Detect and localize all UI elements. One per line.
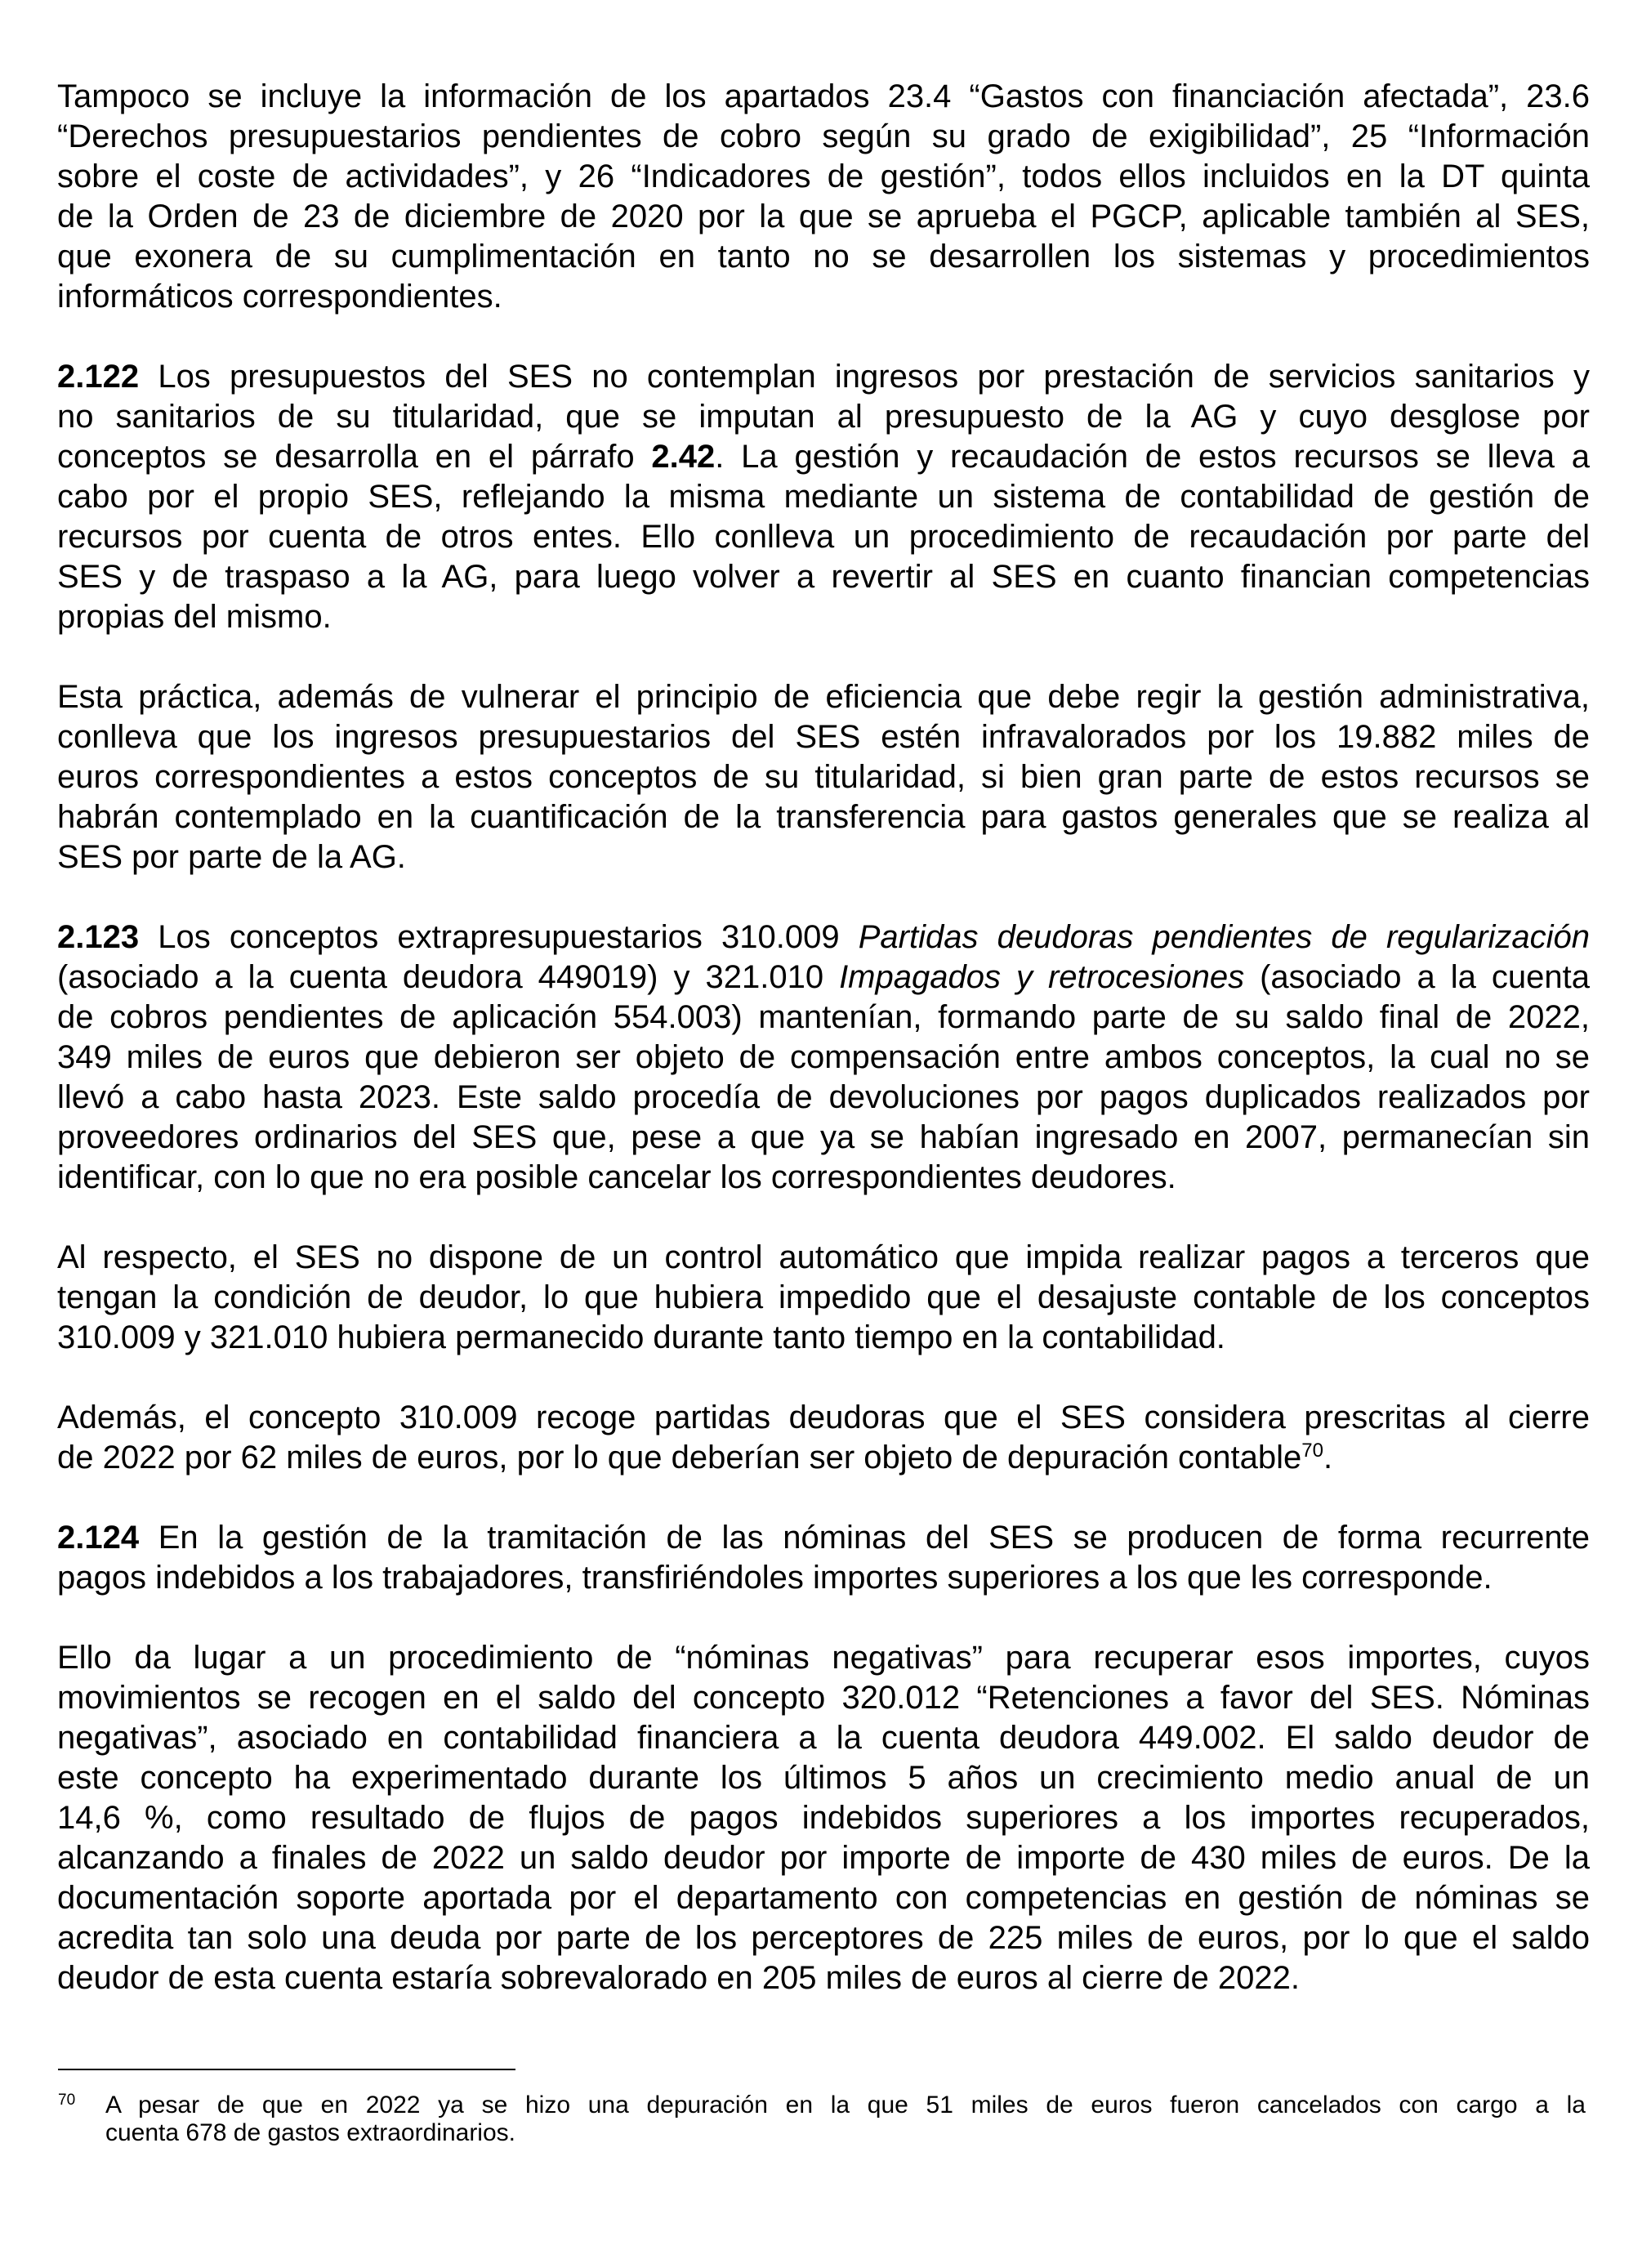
- paragraph: [57, 77, 1590, 317]
- text-segment: Al respecto, el SES no dispone de un control automático que impida realizar pagos a terceros que: [57, 1239, 1590, 1275]
- text-segment: 310.009 y 321.010 hubiera permanecido durante tanto tiempo en la contabilidad.: [57, 1319, 1225, 1355]
- text-line: [57, 1958, 1590, 1998]
- paragraph: [57, 1518, 1590, 1598]
- text-segment: alcanzando a finales de 2022 un saldo deudor por importe de importe de 430 miles de euros. De la: [57, 1840, 1590, 1876]
- text-line: [57, 197, 1590, 237]
- text-segment: SES por parte de la AG.: [57, 839, 406, 875]
- text-line: [57, 557, 1590, 597]
- text-segment: de la Orden de 23 de diciembre de 2020 por la que se aprueba el PGCP, aplicable también al SES,: [57, 199, 1590, 234]
- text-line: [57, 1918, 1590, 1958]
- text-line: [57, 717, 1590, 757]
- paragraph: [57, 1398, 1590, 1478]
- text-segment: tengan la condición de deudor, lo que hubiera impedido que el desajuste contable de los conceptos: [57, 1279, 1590, 1315]
- text-line: [57, 1718, 1590, 1758]
- text-segment: identificar, con lo que no era posible cancelar los correspondientes deudores.: [57, 1159, 1176, 1195]
- text-segment: cabo por el propio SES, reflejando la misma mediante un sistema de contabilidad de gestión de: [57, 479, 1590, 515]
- text-line: [57, 1878, 1590, 1918]
- text-segment: propias del mismo.: [57, 599, 332, 635]
- document-body: [57, 77, 1590, 2038]
- text-segment: Ello da lugar a un procedimiento de “nóminas negativas” para recuperar esos importes, cuyos: [57, 1640, 1590, 1676]
- text-segment: pagos indebidos a los trabajadores, transfiriéndoles importes superiores a los que les corresponde.: [57, 1560, 1493, 1596]
- footnote-number: 70: [58, 2092, 76, 2109]
- paragraph-number: 2.123: [57, 919, 140, 955]
- text-line: [57, 477, 1590, 517]
- text-segment: Tampoco se incluye la información de los apartados 23.4 “Gastos con financiación afectada”, 23.6: [57, 78, 1590, 114]
- text-line: [57, 597, 1590, 637]
- text-segment: SES y de traspaso a la AG, para luego volver a revertir al SES en cuanto financian competencias: [57, 559, 1590, 595]
- text-segment: recursos por cuenta de otros entes. Ello conlleva un procedimiento de recaudación por parte del: [57, 519, 1590, 555]
- text-segment: Además, el concepto 310.009 recoge partidas deudoras que el SES considera prescritas al cierre: [57, 1400, 1590, 1435]
- text-segment: llevó a cabo hasta 2023. Este saldo procedía de devoluciones por pagos duplicados realizados por: [57, 1079, 1590, 1115]
- text-line: [57, 1638, 1590, 1678]
- text-segment: de cobros pendientes de aplicación 554.003) mantenían, formando parte de su saldo final de 2022,: [57, 999, 1590, 1035]
- text-segment: sobre el coste de actividades”, y 26 “Indicadores de gestión”, todos ellos incluidos en la DT quinta: [57, 158, 1590, 194]
- footnote-text: [105, 2092, 1586, 2147]
- footnote-line: A pesar de que en 2022 ya se hizo una depuración en la que 51 miles de euros fueron cancelados con cargo a la: [105, 2092, 1586, 2118]
- text-segment: negativas”, asociado en contabilidad financiera a la cuenta deudora 449.002. El saldo deudor de: [57, 1720, 1590, 1756]
- text-segment: movimientos se recogen en el saldo del concepto 320.012 “Retenciones a favor del SES. Nóminas: [57, 1680, 1590, 1716]
- text-segment: Los presupuestos del SES no contemplan ingresos por prestación de servicios sanitarios y: [139, 359, 1590, 395]
- text-line: [57, 958, 1590, 998]
- text-segment: deudor de esta cuenta estaría sobrevalorado en 205 miles de euros al cierre de 2022.: [57, 1960, 1300, 1996]
- text-line: [57, 1758, 1590, 1798]
- text-line: [57, 1438, 1590, 1478]
- text-line: [57, 277, 1590, 317]
- text-segment: este concepto ha experimentado durante los últimos 5 años un crecimiento medio anual de un: [57, 1760, 1590, 1796]
- text-line: [57, 1118, 1590, 1158]
- text-segment: Esta práctica, además de vulnerar el principio de eficiencia que debe regir la gestión administrativa,: [57, 679, 1590, 715]
- paragraph: [57, 917, 1590, 1198]
- text-segment: acredita tan solo una deuda por parte de los perceptores de 225 miles de euros, por lo que el saldo: [57, 1920, 1590, 1956]
- text-line: [57, 357, 1590, 397]
- text-segment: proveedores ordinarios del SES que, pese a que ya se habían ingresado en 2007, permanecían sin: [57, 1119, 1590, 1155]
- text-line: [57, 1038, 1590, 1078]
- text-segment: que exonera de su cumplimentación en tanto no se desarrollen los sistemas y procedimientos: [57, 239, 1590, 275]
- italic-text: Impagados y retrocesiones: [839, 959, 1245, 995]
- text-segment: conlleva que los ingresos presupuestarios del SES estén infravalorados por los 19.882 miles de: [57, 719, 1590, 755]
- text-line: [57, 757, 1590, 797]
- text-line: [57, 1678, 1590, 1718]
- text-segment: (asociado a la cuenta: [1244, 959, 1590, 995]
- paragraph: [57, 357, 1590, 637]
- text-segment: 14,6 %, como resultado de flujos de pagos indebidos superiores a los importes recuperados,: [57, 1800, 1590, 1836]
- footnote-reference: 70: [1301, 1440, 1323, 1462]
- paragraph-number: 2.124: [57, 1520, 140, 1556]
- text-line: [57, 1398, 1590, 1438]
- paragraph: [57, 1638, 1590, 1998]
- text-segment: . La gestión y recaudación de estos recursos se lleva a: [715, 439, 1590, 475]
- text-line: [57, 1838, 1590, 1878]
- text-line: [57, 117, 1590, 157]
- text-segment: informáticos correspondientes.: [57, 279, 502, 315]
- text-segment: de 2022 por 62 miles de euros, por lo que deberían ser objeto de depuración contable: [57, 1440, 1302, 1476]
- paragraph: [57, 677, 1590, 877]
- footnote-separator: [58, 2069, 515, 2070]
- text-line: [57, 917, 1590, 958]
- paragraph-number: 2.42: [651, 439, 716, 475]
- text-line: [57, 397, 1590, 437]
- paragraph: [57, 1238, 1590, 1358]
- text-line: [57, 237, 1590, 277]
- text-line: [57, 1318, 1590, 1358]
- text-line: [57, 77, 1590, 117]
- text-line: [57, 998, 1590, 1038]
- text-line: [57, 1238, 1590, 1278]
- text-segment: Los conceptos extrapresupuestarios 310.009: [139, 919, 859, 955]
- text-line: [57, 1798, 1590, 1838]
- text-line: [57, 1558, 1590, 1598]
- text-line: [57, 1078, 1590, 1118]
- text-line: [57, 157, 1590, 197]
- text-segment: .: [1323, 1440, 1333, 1476]
- text-line: [57, 1278, 1590, 1318]
- text-segment: euros correspondientes a estos conceptos de su titularidad, si bien gran parte de estos recursos se: [57, 759, 1590, 795]
- italic-text: Partidas deudoras pendientes de regularización: [858, 919, 1591, 955]
- text-line: [57, 797, 1590, 837]
- text-line: [57, 1518, 1590, 1558]
- text-segment: documentación soporte aportada por el departamento con competencias en gestión de nóminas se: [57, 1880, 1590, 1916]
- footnote-line: cuenta 678 de gastos extraordinarios.: [105, 2119, 515, 2146]
- text-segment: “Derechos presupuestarios pendientes de cobro según su grado de exigibilidad”, 25 “Información: [57, 118, 1590, 154]
- text-segment: conceptos se desarrolla en el párrafo: [57, 439, 652, 475]
- text-line: [57, 837, 1590, 877]
- text-line: [57, 1158, 1590, 1198]
- text-segment: no sanitarios de su titularidad, que se imputan al presupuesto de la AG y cuyo desglose por: [57, 399, 1590, 435]
- text-segment: habrán contemplado en la cuantificación de la transferencia para gastos generales que se realiza al: [57, 799, 1590, 835]
- paragraph-number: 2.122: [57, 359, 140, 395]
- text-segment: En la gestión de la tramitación de las nóminas del SES se producen de forma recurrente: [139, 1520, 1590, 1556]
- text-segment: (asociado a la cuenta deudora 449019) y 321.010: [57, 959, 840, 995]
- text-segment: 349 miles de euros que debieron ser objeto de compensación entre ambos conceptos, la cual no se: [57, 1039, 1590, 1075]
- text-line: [57, 517, 1590, 557]
- text-line: [57, 437, 1590, 477]
- text-line: [57, 677, 1590, 717]
